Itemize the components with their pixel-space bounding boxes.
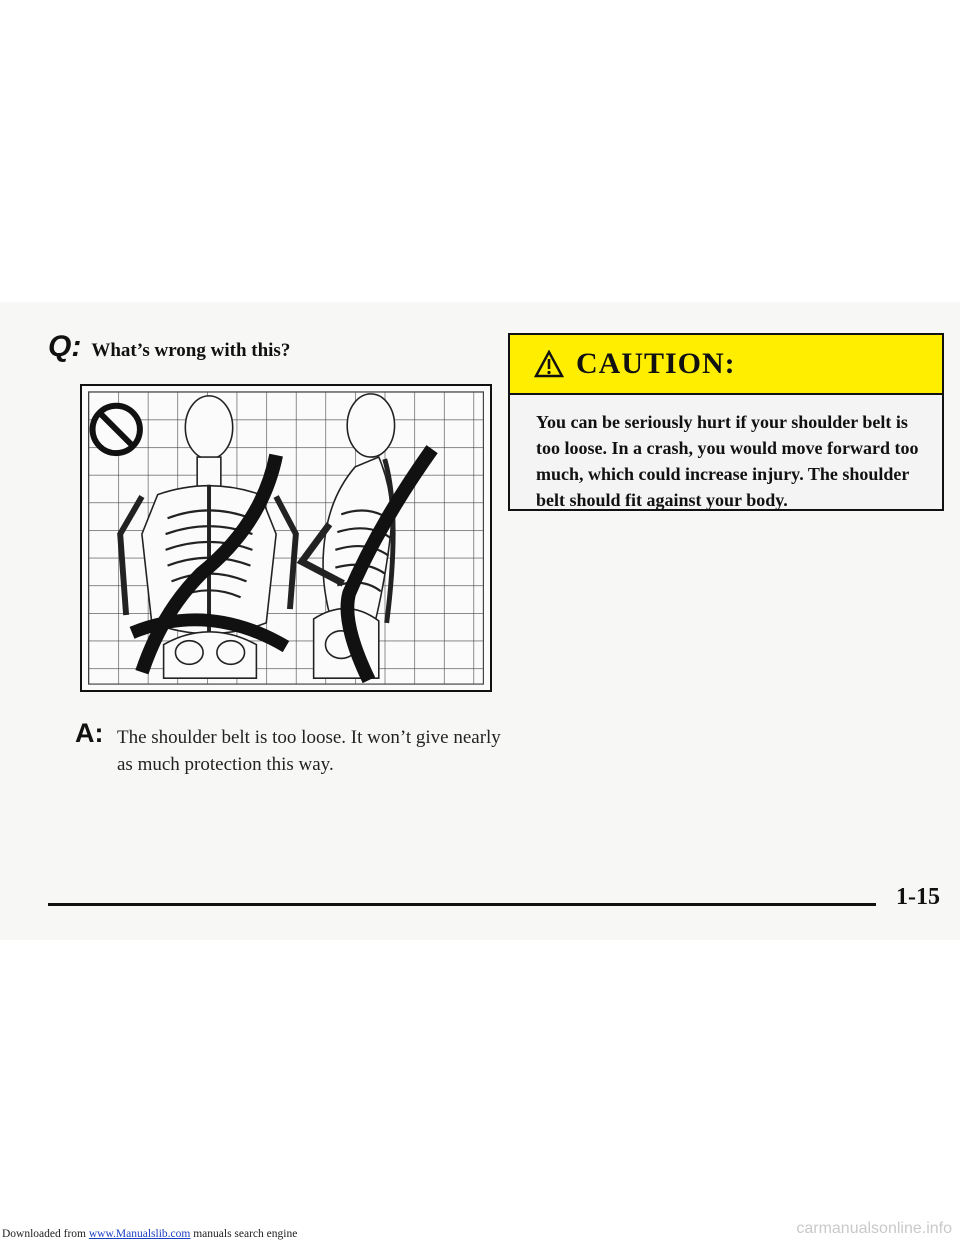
question-line (48, 330, 290, 370)
caution-box (508, 333, 944, 511)
answer-line (75, 718, 515, 778)
banner-prefix: Downloaded from (2, 1228, 89, 1240)
manualslib-link[interactable]: www.Manualslib.com (88, 1228, 191, 1240)
warning-triangle-icon (534, 350, 564, 378)
footer-rule (48, 903, 876, 906)
watermark: carmanualsonline.info (796, 1220, 952, 1237)
download-banner (2, 1228, 297, 1240)
page-number: 1-15 (896, 884, 940, 910)
caution-text: You can be seriously hurt if your shoulder belt is too loose. In a crash, you would move forward too much, which could increase injury. The shoulder belt should fit against your body. (536, 412, 919, 510)
prohibited-icon (93, 406, 140, 453)
caution-header (510, 335, 942, 395)
question-letter: Q: (48, 330, 82, 363)
question-text: What’s wrong with this? (91, 340, 291, 361)
answer-text: The shoulder belt is too loose. It won’t give nearly as much protection this way. (117, 727, 501, 775)
answer-letter: A: (75, 718, 104, 748)
banner-suffix: manuals search engine (190, 1228, 298, 1240)
skeleton-belt-figure (82, 386, 490, 690)
caution-title: CAUTION: (576, 347, 736, 380)
seatbelt-illustration (80, 384, 492, 692)
